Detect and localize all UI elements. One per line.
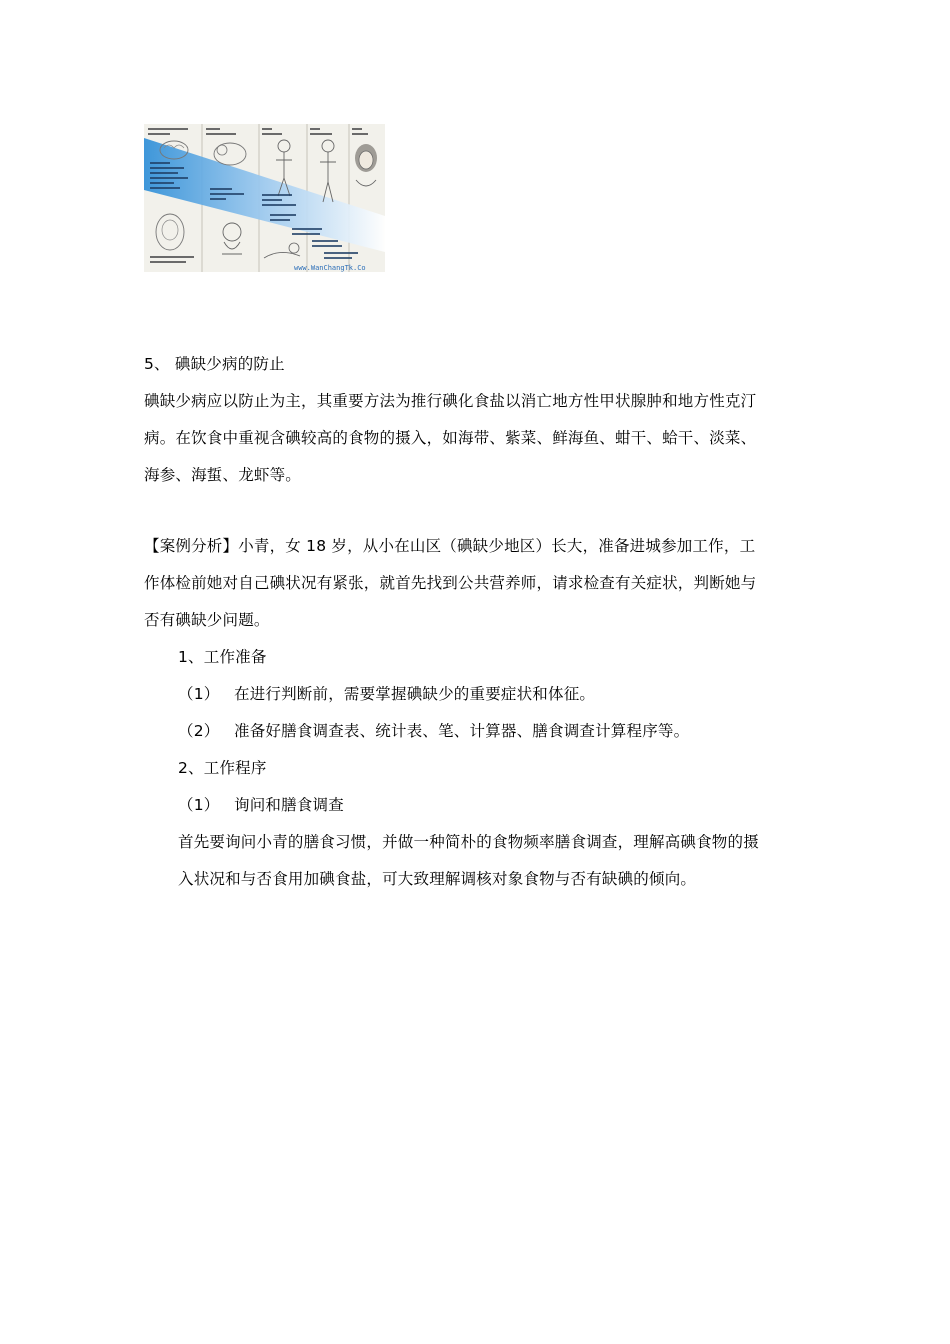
step1-item-1-number: （1） — [178, 685, 220, 703]
iodine-deficiency-illustration — [144, 124, 385, 272]
prevention-line-1: 碘缺少病应以防止为主，其重要方法为推行碘化食盐以消亡地方性甲状腺肿和地方性克汀 — [144, 392, 757, 410]
case-line-2: 作体检前她对自己碘状况有紧张，就首先找到公共营养师，请求检查有关症状，判断她与 — [144, 574, 757, 592]
illustration-graphic — [144, 124, 385, 272]
step2-paragraph-line-1: 首先要询问小青的膳食习惯，并做一种简朴的食物频率膳食调查，理解高碘食物的摄 — [178, 833, 759, 851]
step1-item-1-text: 在进行判断前，需要掌握碘缺少的重要症状和体征。 — [234, 685, 596, 703]
step1-item-1 — [144, 676, 808, 713]
prevention-line-2: 病。在饮食中重视含碘较高的食物的摄入，如海带、紫菜、鲜海鱼、蚶干、蛤干、淡菜、 — [144, 429, 757, 447]
step2-item-1-number: （1） — [178, 796, 220, 814]
step1-heading: 1、工作准备 — [178, 648, 267, 666]
section-prevention — [144, 346, 808, 494]
case-line-1: 【案例分析】小青，女 18 岁，从小在山区（碘缺少地区）长大，准备进城参加工作，工 — [144, 537, 756, 555]
step1-item-2-number: （2） — [178, 722, 220, 740]
step2-paragraph-line-2: 入状况和与否食用加碘食盐，可大致理解调核对象食物与否有缺碘的倾向。 — [178, 870, 697, 888]
section-case-analysis — [144, 528, 808, 898]
step1-item-2 — [144, 713, 808, 750]
section-heading: 5、 碘缺少病的防止 — [144, 355, 285, 373]
prevention-line-3: 海参、海蜇、龙虾等。 — [144, 466, 302, 484]
step2-heading: 2、工作程序 — [178, 759, 267, 777]
step2-item-1 — [144, 787, 808, 824]
step2-item-1-text: 询问和膳食调查 — [234, 796, 344, 814]
figure-watermark: www.WanChangTk.Co — [294, 264, 366, 272]
case-line-3: 否有碘缺少问题。 — [144, 611, 270, 629]
step1-item-2-text: 准备好膳食调查表、统计表、笔、计算器、膳食调查计算程序等。 — [234, 722, 690, 740]
